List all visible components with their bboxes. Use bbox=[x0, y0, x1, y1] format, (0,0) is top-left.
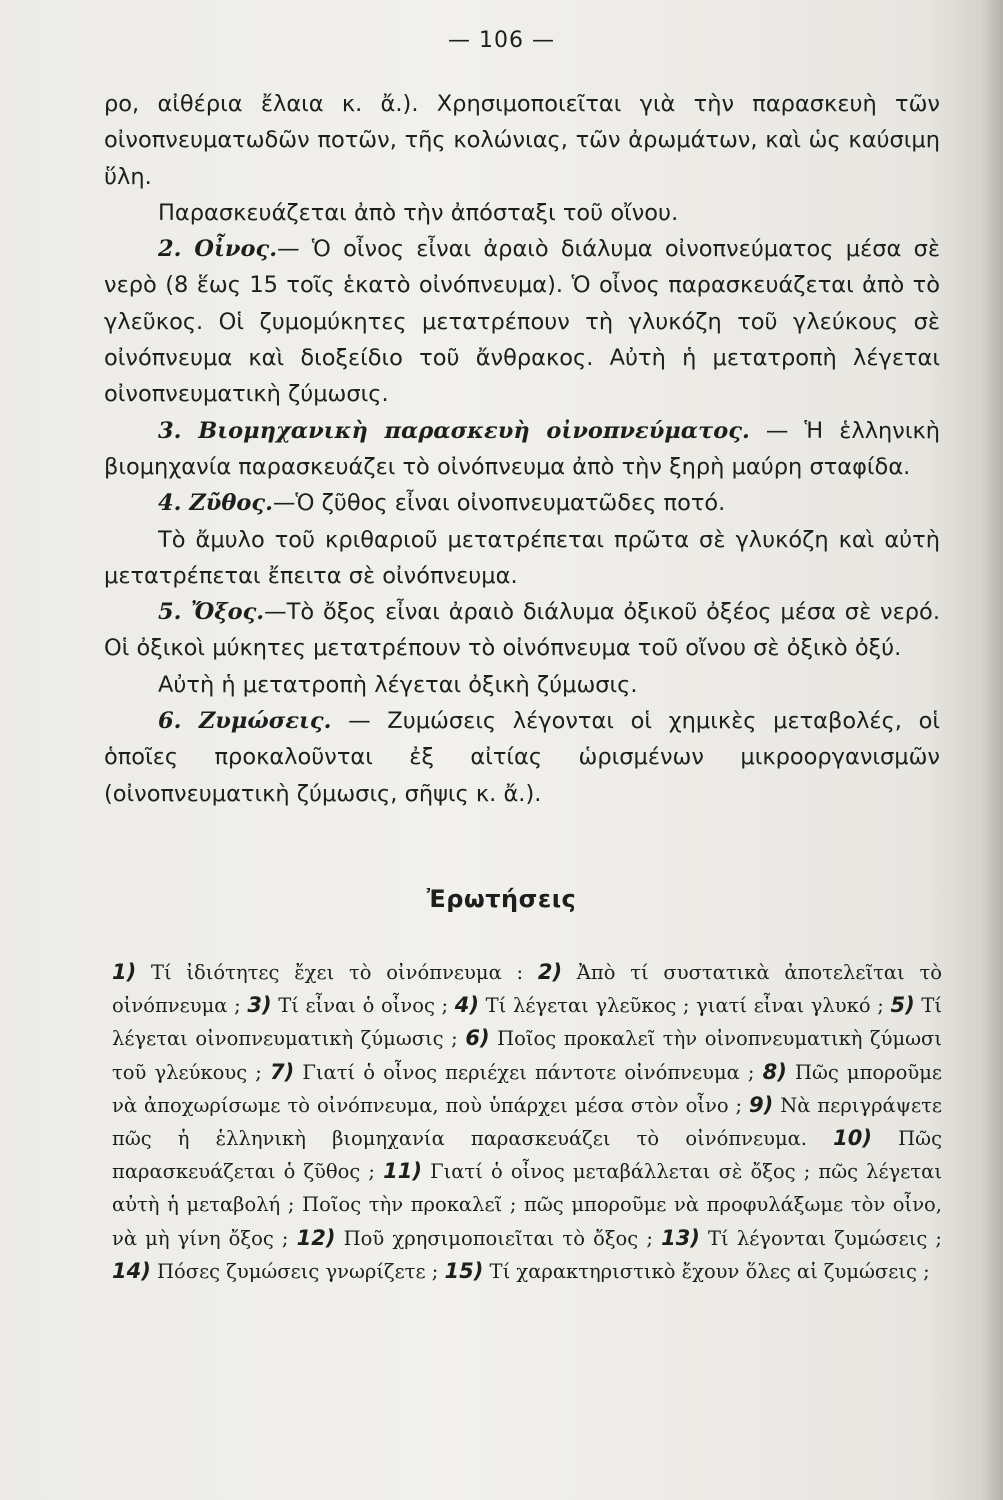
questions-heading: Ἐρωτήσεις bbox=[426, 885, 577, 913]
question-text: Τί λέγεται οἰνοπνευματικὴ ζύμωσις ; bbox=[112, 994, 942, 1051]
questions-block bbox=[112, 956, 942, 1288]
body-text bbox=[104, 86, 940, 812]
question-number: 1) bbox=[112, 960, 137, 984]
question-number: 15) bbox=[444, 1258, 484, 1283]
question-number: 4) bbox=[454, 993, 479, 1018]
question-text: Ἀπὸ τί συστατικὰ ἀποτελεῖται τὸ οἰνόπνευμα ; bbox=[112, 961, 942, 1018]
section-label: 4. Ζῦθος. bbox=[158, 490, 273, 517]
section-label: 2. Οἶνος. bbox=[158, 236, 278, 263]
question-text: Τί λέγονται ζυμώσεις ; bbox=[699, 1226, 942, 1250]
question-number: 9) bbox=[749, 1092, 774, 1117]
question-number: 8) bbox=[762, 1059, 787, 1084]
question-number: 7) bbox=[270, 1059, 295, 1084]
paragraph: ρο, αἰθέρια ἔλαια κ. ἄ.). Χρησιμοποιεῖται γιὰ τὴν παρασκευὴ τῶν οἰνοπνευματωδῶν ποτῶν, τῆς κολώνιας, τῶν ἀρωμάτων, καὶ ὡς καύσιμη ὕλη. bbox=[104, 91, 940, 190]
paragraph-zythos: 4. Ζῦθος.—Ὁ ζῦθος εἶναι οἰνοπνευματῶδες ποτό. bbox=[158, 490, 726, 517]
section-label: 6. Ζυμώσεις. bbox=[158, 708, 332, 735]
question-number: 6) bbox=[465, 1026, 490, 1051]
question-text: Γιατί ὁ οἶνος μεταβάλλεται σὲ ὄξος ; πῶς λέγεται αὐτὴ ἡ μεταβολή ; Ποῖος τὴν προκαλεῖ ; πῶς μποροῦμε νὰ προφυλάξωμε τὸν οἶνο, νὰ μὴ γίνη ὄξος ; bbox=[112, 1160, 942, 1250]
question-text: Πῶς παρασκευάζεται ὁ ζῦθος ; bbox=[112, 1127, 943, 1184]
section-label: 5. Ὄξος. bbox=[158, 599, 265, 626]
paragraph: Τὸ ἄμυλο τοῦ κριθαριοῦ μετατρέπεται πρῶτα σὲ γλυκόζη καὶ αὐτὴ μετατρέπεται ἔπειτα σὲ οἰνόπνευμα. bbox=[104, 526, 940, 589]
question-number: 12) bbox=[296, 1225, 336, 1250]
question-text: Νὰ περιγράψετε πῶς ἡ ἑλληνικὴ βιομηχανία παρασκευάζει τὸ οἰνόπνευμα. bbox=[112, 1093, 942, 1151]
question-text: Τί ἰδιότητες ἔχει τὸ οἰνόπνευμα : bbox=[136, 961, 538, 984]
paragraph: Αὐτὴ ἡ μετατροπὴ λέγεται ὀξικὴ ζύμωσις. bbox=[158, 671, 638, 698]
page-number: — 106 — bbox=[448, 28, 555, 53]
question-text: Πόσες ζυμώσεις γνωρίζετε ; bbox=[150, 1259, 445, 1283]
question-number: 5) bbox=[890, 993, 915, 1018]
question-number: 13) bbox=[661, 1225, 700, 1250]
question-text: Τί εἶναι ὁ οἶνος ; bbox=[271, 994, 455, 1018]
question-number: 14) bbox=[112, 1258, 151, 1283]
paragraph-oxos: 5. Ὄξος.—Τὸ ὄξος εἶναι ἀραιὸ διάλυμα ὀξικοῦ ὀξέος μέσα σὲ νερό. Οἱ ὀξικοὶ μύκητες μετατρέπουν τὸ οἰνόπνευμα τοῦ οἴνου σὲ ὀξικὸ ὀξύ. bbox=[104, 599, 940, 662]
question-text: Ποῦ χρησιμοποιεῖται τὸ ὄξος ; bbox=[335, 1226, 662, 1250]
paragraph-oinos: 2. Οἶνος.— Ὁ οἶνος εἶναι ἀραιὸ διάλυμα οἰνοπνεύματος μέσα σὲ νερὸ (8 ἕως 15 τοῖς ἑκατὸ οἰνόπνευμα). Ὁ οἶνος παρασκευάζεται ἀπὸ τὸ γλεῦκος. Οἱ ζυμομύκητες μετατρέπουν τὴ γλυκόζη τοῦ γλεύκους σὲ οἰνόπνευμα καὶ διοξείδιο τοῦ ἄνθρακος. Αὐτὴ ἡ μετατροπὴ λέγεται οἰνοπνευματικὴ ζύμωσις. bbox=[104, 236, 940, 408]
question-number: 11) bbox=[383, 1159, 422, 1184]
question-number: 2) bbox=[537, 960, 563, 984]
paragraph: Παρασκευάζεται ἀπὸ τὴν ἀπόσταξι τοῦ οἴνου. bbox=[158, 199, 679, 226]
question-text: Ποῖος προκαλεῖ τὴν οἰνοπνευματικὴ ζύμωσι τοῦ γλεύκους ; bbox=[112, 1027, 942, 1084]
question-text: Τί χαρακτηριστικὸ ἔχουν ὅλες αἱ ζυμώσεις ; bbox=[483, 1259, 930, 1283]
question-text: Γιατί ὁ οἶνος περιέχει πάντοτε οἰνόπνευμα ; bbox=[294, 1060, 763, 1084]
section-label: 3. Βιομηχανικὴ παρασκευὴ οἰνοπνεύματος. bbox=[158, 417, 750, 444]
page-edge-shadow bbox=[981, 0, 1003, 1500]
paragraph-zymoseis: 6. Ζυμώσεις. — Ζυμώσεις λέγονται οἱ χημικὲς μεταβολές, οἱ ὁποῖες προκαλοῦνται ἐξ αἰτίας ὡρισμένων μικροοργανισμῶν (οἰνοπνευματικὴ ζύμωσις, σῆψις κ. ἄ.). bbox=[104, 708, 940, 807]
question-number: 3) bbox=[247, 993, 272, 1018]
question-number: 10) bbox=[833, 1126, 872, 1151]
questions-paragraph bbox=[112, 956, 942, 1288]
paragraph-industrial: 3. Βιομηχανικὴ παρασκευὴ οἰνοπνεύματος. — Ἡ ἑλληνικὴ βιομηχανία παρασκευάζει τὸ οἰνόπνευμα ἀπὸ τὴν ξηρὴ μαύρη σταφίδα. bbox=[104, 417, 940, 480]
question-text: Πῶς μποροῦμε νὰ ἀποχωρίσωμε τὸ οἰνόπνευμα, ποὺ ὑπάρχει μέσα στὸν οἶνο ; bbox=[112, 1060, 942, 1117]
question-text: Τί λέγεται γλεῦκος ; γιατί εἶναι γλυκό ; bbox=[479, 994, 891, 1018]
